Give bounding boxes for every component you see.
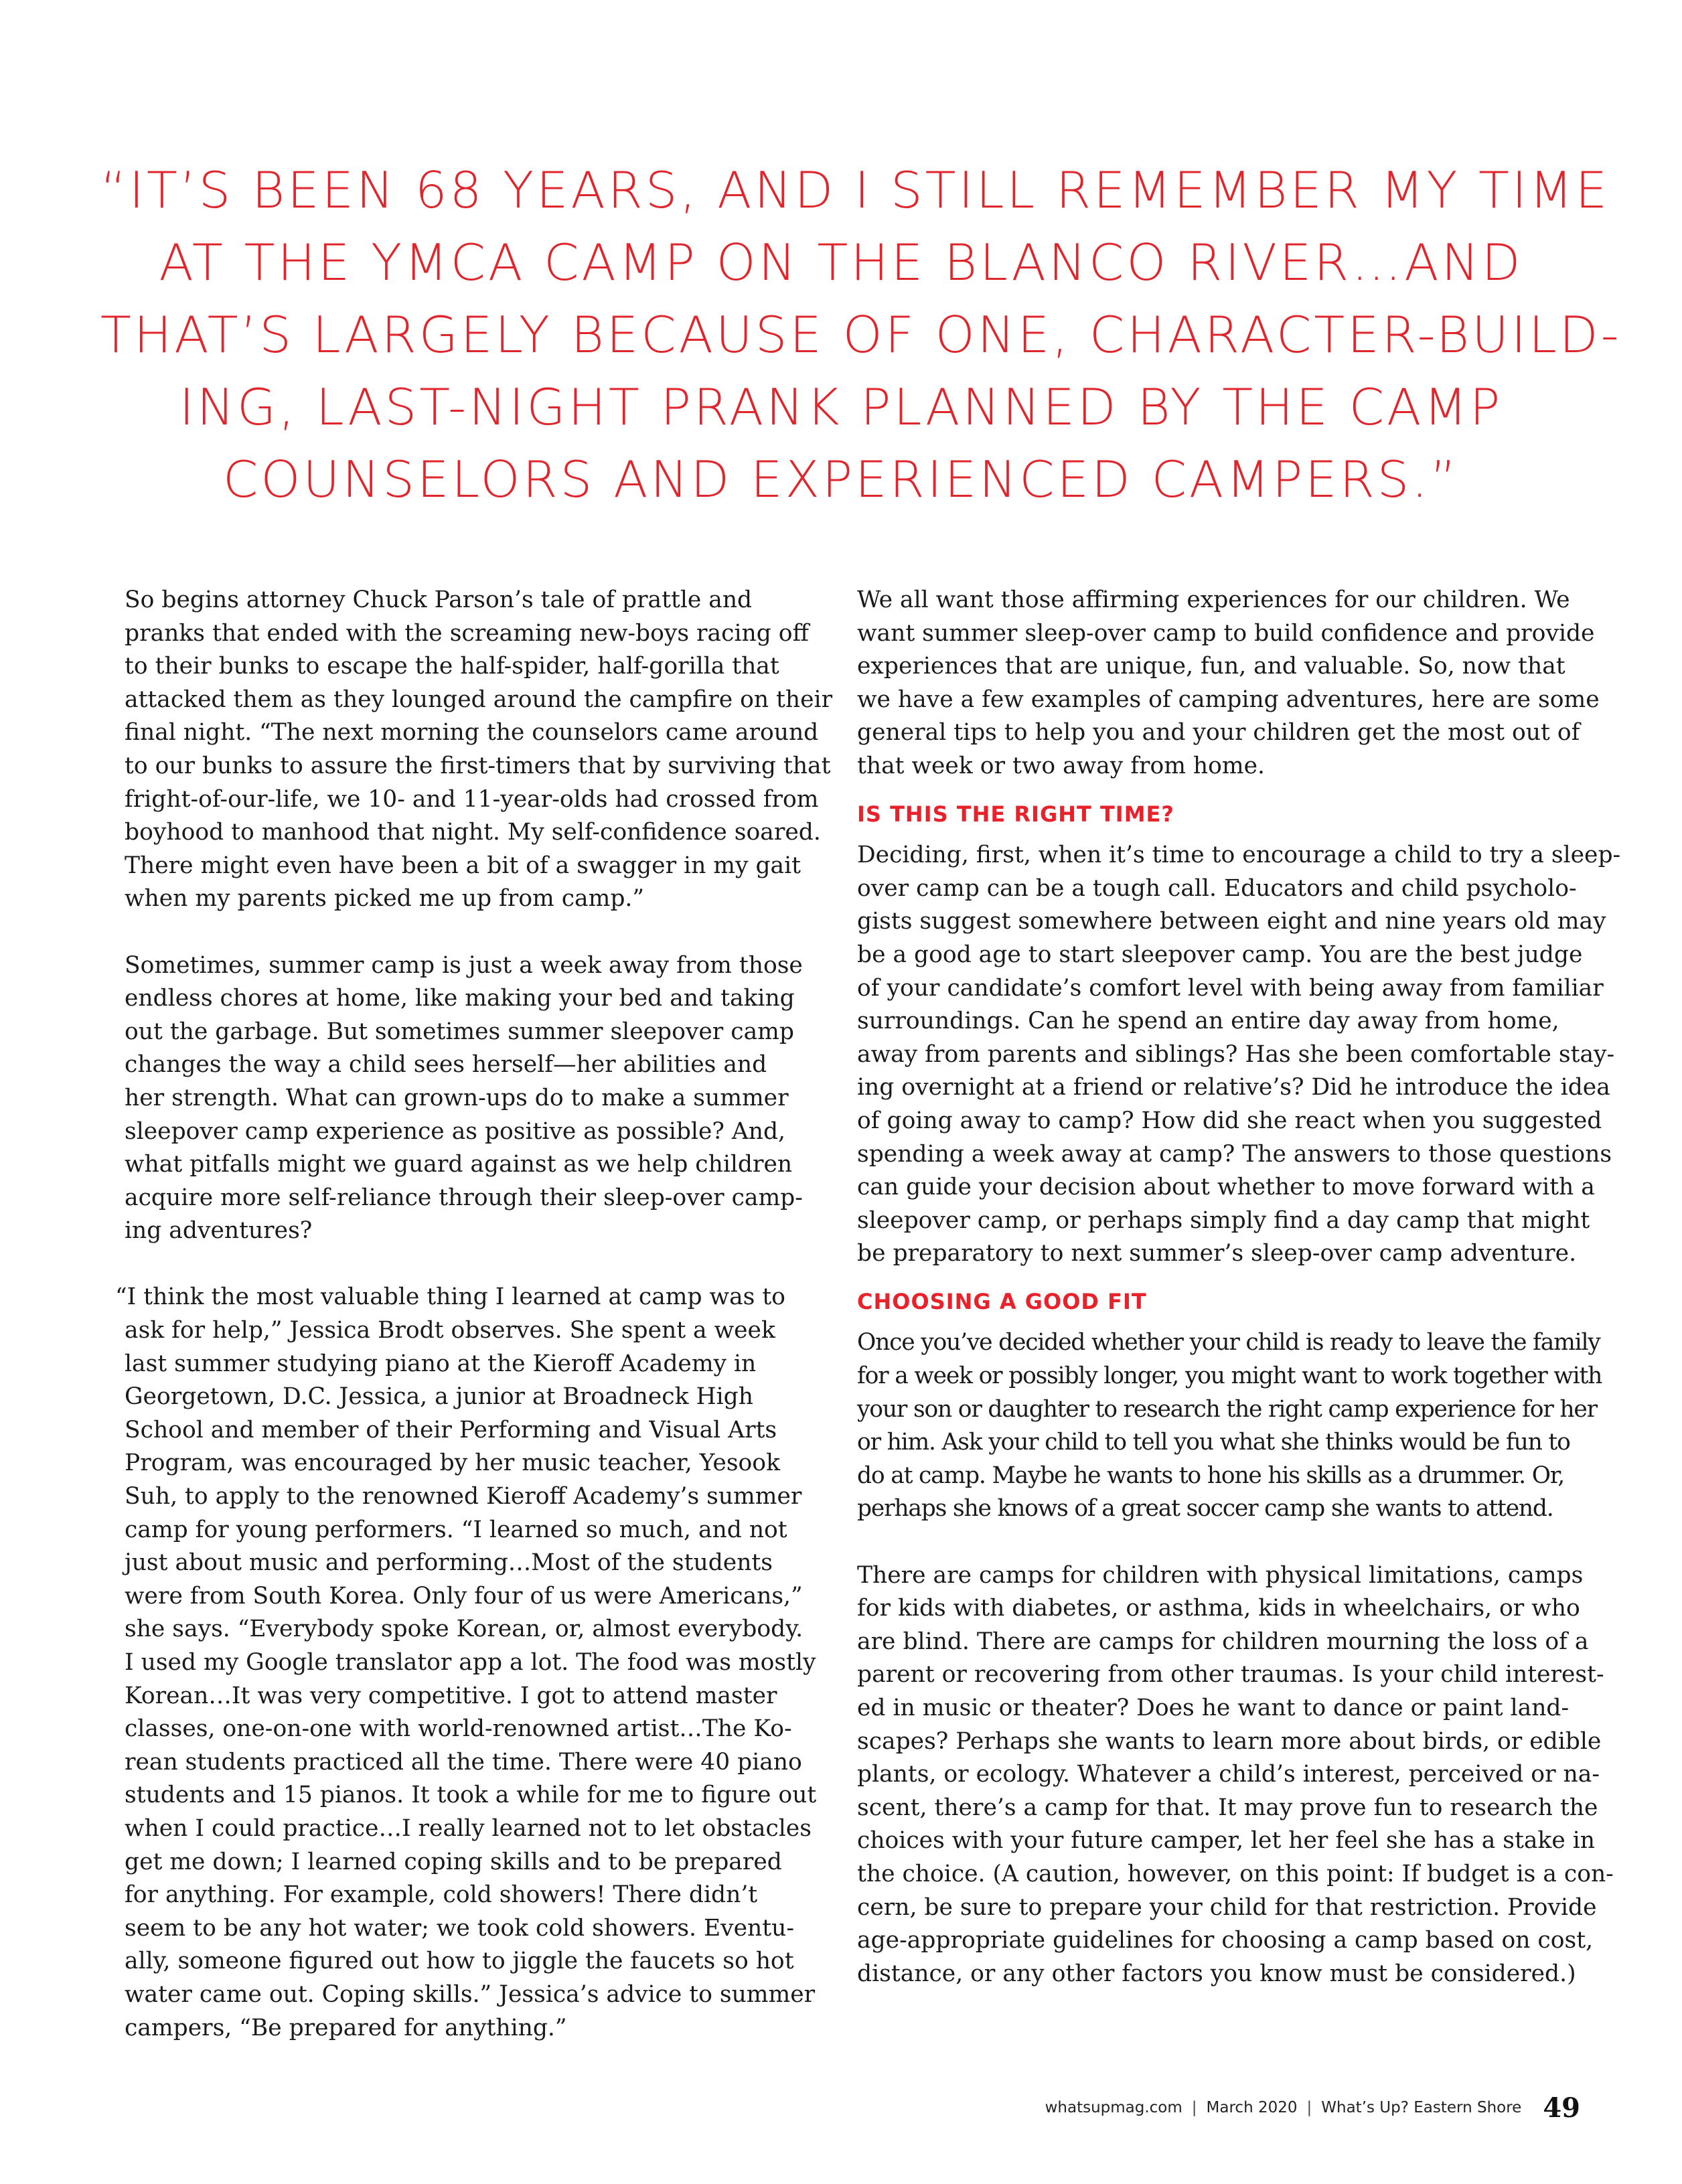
text-line: pranks that ended with the screaming new-boys racing off	[125, 619, 810, 647]
text-line: just about music and performing…Most of the students	[125, 1549, 773, 1577]
text-line: There are camps for children with physical limitations, camps	[857, 1561, 1584, 1589]
text-line: Deciding, first, when it’s time to encourage a child to try a sleep-	[857, 842, 1621, 869]
paragraph-good-fit	[857, 1326, 1602, 1526]
footer-separator: |	[1306, 2099, 1312, 2116]
text-line: for a week or possibly longer, you might want to work together with	[857, 1362, 1602, 1390]
text-line: last summer studying piano at the Kieroff Academy in	[125, 1350, 757, 1377]
text-line: away from parents and siblings? Has she been comfortable stay-	[857, 1040, 1615, 1068]
paragraph-chuck-parson	[125, 584, 833, 916]
text-line: final night. “The next morning the counselors came around	[125, 719, 819, 747]
text-line: I used my Google translator app a lot. The food was mostly	[125, 1649, 816, 1676]
text-line: boyhood to manhood that night. My self-confidence soared.	[125, 819, 821, 846]
footer-separator: |	[1191, 2099, 1197, 2116]
footer-website: whatsupmag.com	[1045, 2099, 1182, 2116]
text-line: classes, one-on-one with world-renowned artist…The Ko-	[125, 1715, 792, 1743]
text-line: for anything. For example, cold showers! There didn’t	[125, 1881, 758, 1909]
text-line: ally, someone figured out how to jiggle the faucets so hot	[125, 1948, 794, 1975]
text-line: the choice. (A caution, however, on this point: If budget is a con-	[857, 1860, 1614, 1887]
text-line: spending a week away at camp? The answers to those questions	[857, 1140, 1612, 1168]
text-line: sleepover camp, or perhaps simply find a day camp that might	[857, 1206, 1590, 1234]
right-column	[857, 584, 1621, 1991]
text-line: fright-of-our-life, we 10- and 11-year-olds had crossed from	[125, 785, 819, 813]
text-line: Georgetown, D.C. Jessica, a junior at Broadneck High	[125, 1383, 753, 1411]
text-line: There might even have been a bit of a swagger in my gait	[125, 852, 801, 879]
page-footer	[1045, 2088, 1580, 2128]
text-line: gists suggest somewhere between eight and nine years old may	[857, 908, 1606, 935]
text-line: she says. “Everybody spoke Korean, or, almost everybody.	[125, 1616, 804, 1643]
page-number: 49	[1543, 2092, 1580, 2124]
text-line: So begins attorney Chuck Parson’s tale of prattle and	[125, 587, 753, 613]
text-line: age-appropriate guidelines for choosing a camp based on cost,	[857, 1927, 1594, 1954]
text-line: that week or two away from home.	[857, 752, 1266, 779]
text-line: general tips to help you and your children get the most out of	[857, 719, 1580, 747]
text-line: plants, or ecology. Whatever a child’s interest, perceived or na-	[857, 1761, 1600, 1788]
text-line: School and member of their Performing and Visual Arts	[125, 1416, 777, 1444]
text-line: or him. Ask your child to tell you what she thinks would be fun to	[857, 1429, 1570, 1456]
text-line: want summer sleep-over camp to build confidence and provide	[857, 619, 1595, 647]
text-line: surroundings. Can he spend an entire day away from home,	[857, 1008, 1559, 1035]
text-line: distance, or any other factors you know must be considered.)	[857, 1960, 1576, 1987]
subhead-good-fit: CHOOSING A GOOD FIT	[857, 1288, 1147, 1314]
paragraph-jessica-brodt	[115, 1281, 817, 2045]
pull-quote-line: “IT’S BEEN 68 YEARS, AND I STILL REMEMBER MY TIME	[100, 161, 1610, 220]
text-line: ask for help,” Jessica Brodt observes. She spent a week	[125, 1317, 775, 1344]
text-line: we have a few examples of camping adventures, here are some	[857, 686, 1600, 713]
text-line: were from South Korea. Only four of us were Americans,”	[125, 1582, 803, 1610]
text-line: Suh, to apply to the renowned Kieroff Academy’s summer	[125, 1483, 802, 1510]
text-line: of going away to camp? How did she react when you suggested	[857, 1107, 1602, 1134]
text-line: ing adventures?	[125, 1217, 313, 1245]
subhead-right-time: IS THIS THE RIGHT TIME?	[857, 801, 1174, 827]
paragraph-gap	[857, 1526, 1567, 1559]
pull-quote-line: AT THE YMCA CAMP ON THE BLANCO RIVER…AND	[159, 233, 1523, 292]
paragraph-right-time	[857, 839, 1621, 1271]
pull-quote-line: THAT’S LARGELY BECAUSE OF ONE, CHARACTER-BUILD-	[100, 305, 1622, 364]
text-line: changes the way a child sees herself—her abilities and	[125, 1051, 767, 1079]
text-line: when my parents picked me up from camp.”	[125, 885, 645, 913]
text-line: endless chores at home, like making your bed and taking	[125, 985, 795, 1012]
text-line: ing overnight at a friend or relative’s? Did he introduce the idea	[857, 1074, 1610, 1101]
text-line: ed in music or theater? Does he want to dance or paint land-	[857, 1695, 1570, 1721]
text-line: to our bunks to assure the first-timers that by surviving that	[125, 752, 831, 779]
text-line: seem to be any hot water; we took cold showers. Eventu-	[125, 1914, 795, 1942]
text-line: can guide your decision about whether to move forward with a	[857, 1174, 1595, 1201]
text-line: campers, “Be prepared for anything.”	[125, 2014, 567, 2041]
text-line: scent, there’s a camp for that. It may prove fun to research the	[857, 1794, 1598, 1821]
pull-quote-line: ING, LAST-NIGHT PRANK PLANNED BY THE CAMP	[179, 378, 1503, 437]
text-line: do at camp. Maybe he wants to hone his skills as a drummer. Or,	[857, 1462, 1565, 1489]
footer-publication: What’s Up? Eastern Shore	[1321, 2099, 1522, 2116]
pull-quote-line: COUNSELORS AND EXPERIENCED CAMPERS.”	[223, 450, 1459, 509]
paragraph-camp-types	[857, 1559, 1614, 1991]
text-line: for kids with diabetes, or asthma, kids in wheelchairs, or who	[857, 1595, 1580, 1622]
paragraph-summer-camp	[125, 949, 814, 1248]
text-line: rean students practiced all the time. There were 40 piano	[125, 1748, 802, 1776]
text-line: We all want those affirming experiences for our children. We	[857, 587, 1570, 613]
text-line: of your candidate’s comfort level with being away from familiar	[857, 974, 1604, 1002]
text-line: sleepover camp experience as positive as possible? And,	[125, 1117, 786, 1145]
text-line: cern, be sure to prepare your child for that restriction. Provide	[857, 1893, 1597, 1921]
text-line: your son or daughter to research the right camp experience for her	[857, 1395, 1597, 1423]
paragraph-gap	[125, 916, 814, 949]
text-line: to their bunks to escape the half-spider, half-gorilla that	[125, 653, 779, 680]
text-line: students and 15 pianos. It took a while for me to figure out	[125, 1782, 817, 1809]
text-line: Once you’ve decided whether your child is ready to leave the family	[857, 1329, 1600, 1356]
text-line: Korean…It was very competitive. I got to attend master	[125, 1682, 777, 1709]
text-line: Program, was encouraged by her music teacher, Yesook	[125, 1450, 780, 1477]
paragraph-gap	[125, 1248, 814, 1281]
text-line: attacked them as they lounged around the campfire on their	[125, 686, 833, 713]
text-line: experiences that are unique, fun, and valuable. So, now that	[857, 653, 1565, 680]
text-line: what pitfalls might we guard against as we help children	[125, 1151, 793, 1178]
text-line: over camp can be a tough call. Educators and child psycholo-	[857, 874, 1577, 902]
text-line: be a good age to start sleepover camp. You are the best judge	[857, 941, 1583, 968]
text-line: parent or recovering from other traumas. Is your child interest-	[857, 1661, 1604, 1689]
text-line: scapes? Perhaps she wants to learn more about birds, or edible	[857, 1727, 1602, 1755]
text-line: acquire more self-reliance through their sleep-over camp-	[125, 1184, 803, 1211]
text-line: when I could practice…I really learned not to let obstacles	[125, 1814, 812, 1842]
text-line: choices with your future camper, let her feel she has a stake in	[857, 1827, 1595, 1855]
text-line: out the garbage. But sometimes summer sleepover camp	[125, 1018, 794, 1045]
text-line: water came out. Coping skills.” Jessica’s advice to summer	[125, 1980, 816, 2008]
text-line: “I think the most valuable thing I learned at camp was to	[115, 1283, 785, 1311]
text-line: her strength. What can grown-ups do to make a summer	[125, 1084, 789, 1111]
text-line: Sometimes, summer camp is just a week away from those	[125, 951, 803, 979]
text-line: get me down; I learned coping skills and to be prepared	[125, 1848, 782, 1875]
text-line: perhaps she knows of a great soccer camp she wants to attend.	[857, 1495, 1553, 1523]
text-line: be preparatory to next summer’s sleep-over camp adventure.	[857, 1240, 1577, 1267]
text-line: are blind. There are camps for children mourning the loss of a	[857, 1628, 1589, 1655]
left-column	[115, 584, 833, 2045]
paragraph-affirming-experiences	[857, 584, 1600, 783]
footer-issue-date: March 2020	[1206, 2099, 1298, 2116]
text-line: camp for young performers. “I learned so much, and not	[125, 1516, 787, 1543]
pull-quote	[100, 154, 1622, 516]
